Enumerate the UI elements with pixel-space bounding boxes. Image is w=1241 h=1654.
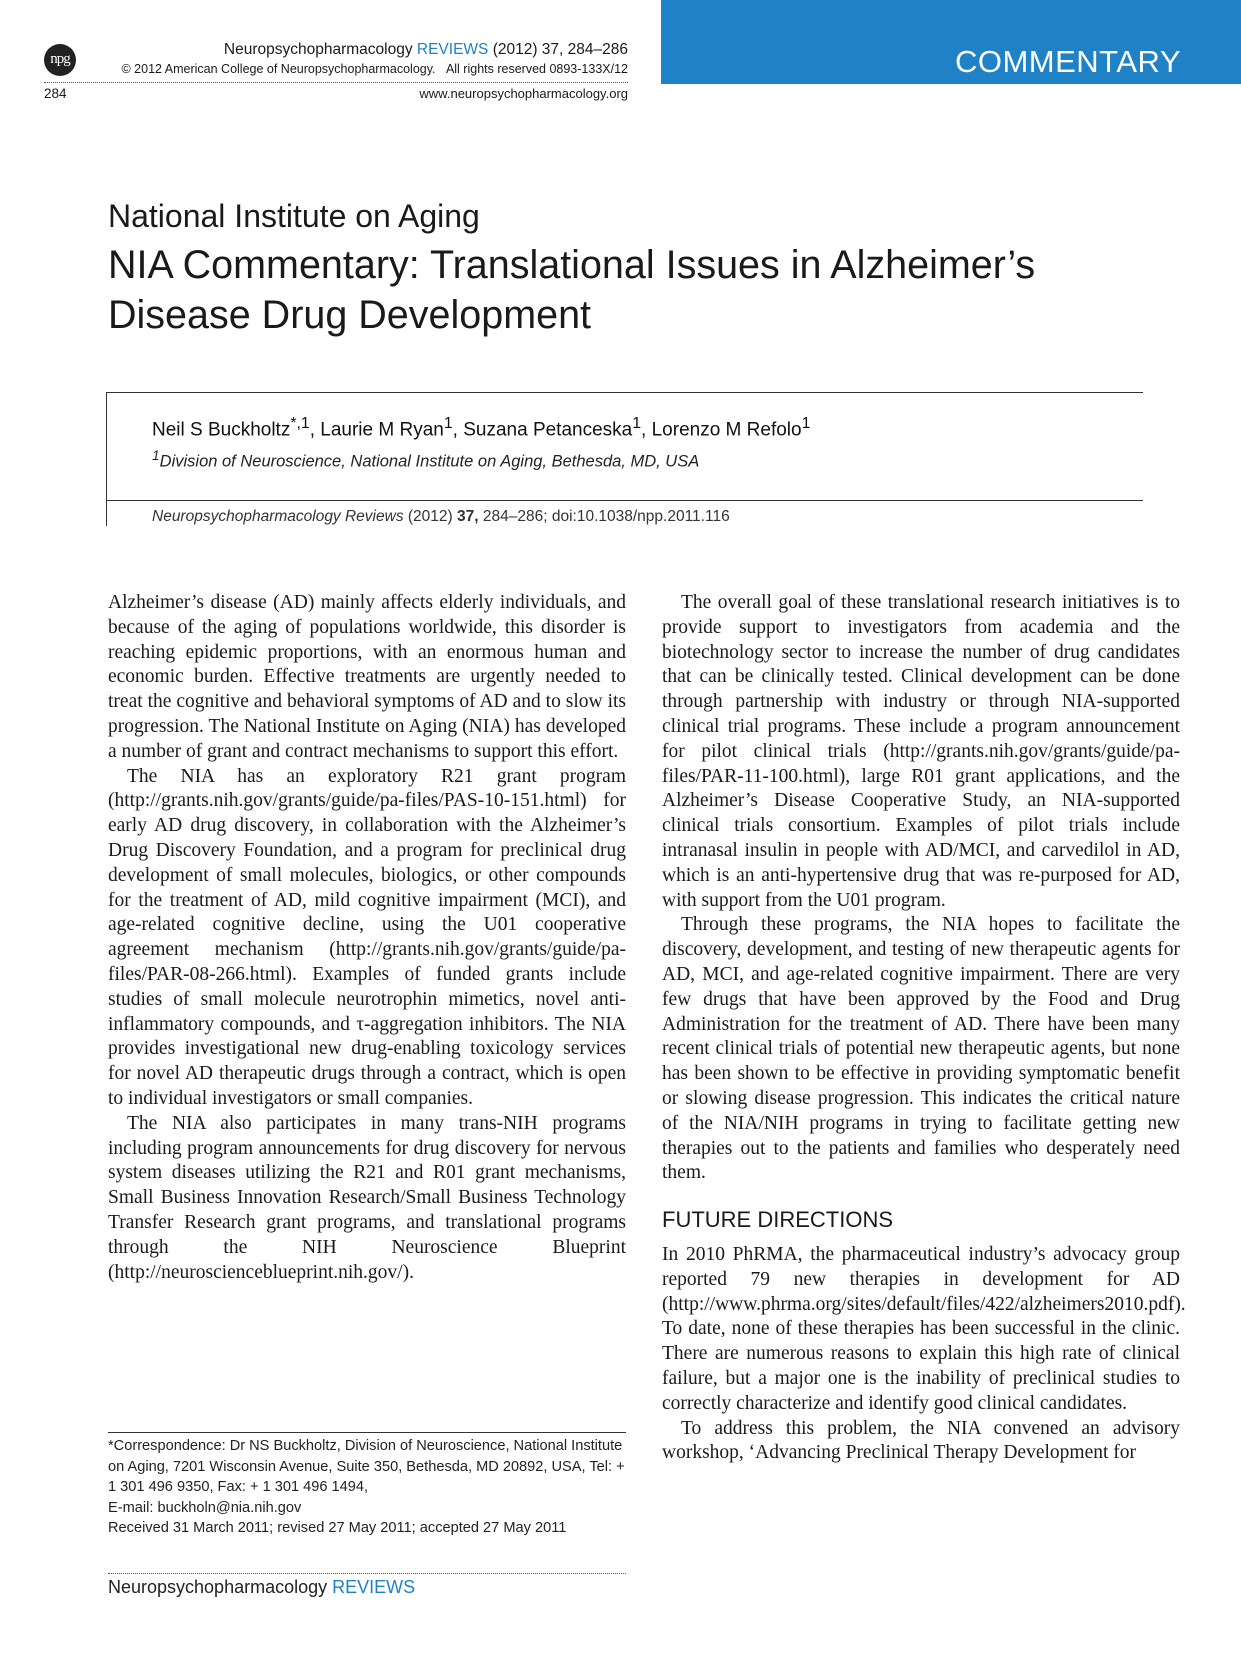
body-paragraph: Alzheimer’s disease (AD) mainly affects elderly individuals, and because of the aging of populations worldwide, this disorder is reaching epidemic proportions, with an enormous human and economic burden. Effective treatments are urgently needed to treat the cognitive and behavioral symptoms of AD and to slow its progression. The National Institute on Aging (NIA) has developed a number of grant and contract mechanisms to support this effort. <box>108 592 626 762</box>
npg-logo: npg <box>44 44 76 76</box>
body-paragraph: Through these programs, the NIA hopes to facilitate the discovery, development, and testing of new therapeutic agents for AD, MCI, and age-related cognitive impairment. There are very few drugs that have been approved by the Food and Drug Administration for the treatment of AD. There have been many recent clinical trials of potential new therapeutic agents, but none has been shown to be effective in providing symptomatic benefit or slowing disease progression. This indicates the critical nature of the NIA/NIH programs in trying to facilitate getting new therapies out to the patients and families who desperately need them. <box>662 914 1180 1184</box>
header-divider <box>44 82 628 83</box>
affiliation-sup: 1 <box>152 448 160 463</box>
page-number: 284 <box>44 86 67 101</box>
commentary-banner <box>661 0 1241 84</box>
author-sep: , <box>641 419 652 441</box>
author-sup: *,1 <box>290 415 310 432</box>
footnote-email: E-mail: buckholn@nia.nih.gov <box>108 1499 302 1516</box>
author-name: Lorenzo M Refolo <box>651 419 802 441</box>
footer-journal <box>108 1577 415 1598</box>
author-name: Neil S Buckholtz <box>152 419 291 441</box>
footer-journal-reviews: REVIEWS <box>332 1577 416 1597</box>
body-paragraph: To address this problem, the NIA convened an advisory workshop, ‘Advancing Preclinical Therapy Development for <box>662 1417 1180 1464</box>
header-rights: All rights reserved 0893-133X/12 <box>445 62 628 76</box>
author-sep: , <box>309 419 321 441</box>
banner-label: COMMENTARY <box>954 44 1181 79</box>
header-copyright-line <box>80 62 628 76</box>
footer-journal-name: Neuropsychopharmacology <box>108 1577 328 1597</box>
section-heading-future-directions: FUTURE DIRECTIONS <box>662 1207 893 1233</box>
affiliation <box>152 448 699 472</box>
header-journal-reviews: REVIEWS <box>416 41 489 58</box>
author-sep: , <box>452 419 464 441</box>
author-sup: 1 <box>801 415 811 432</box>
footnote-correspondence: *Correspondence: Dr NS Buckholtz, Division of Neuroscience, National Institute on Aging, 7201 Wisconsin Avenue, Suite 350, Bethesda, MD 20892, USA, Tel: + 1 301 496 9350, Fax: + 1 301 496 1494, <box>108 1438 625 1495</box>
citation-volume: 37, <box>457 508 479 525</box>
author-box-left-rule <box>106 392 107 526</box>
author-sup: 1 <box>632 415 642 432</box>
author-list <box>152 415 810 441</box>
author-name: Laurie M Ryan <box>320 419 444 441</box>
citation-pages: 284–286; doi: <box>482 508 577 525</box>
header-copyright: © 2012 American College of Neuropsychopharmacology. <box>121 62 436 76</box>
author-box-top-rule <box>106 392 1143 393</box>
article-title: NIA Commentary: Translational Issues in Alzheimer’s Disease Drug Development <box>108 243 1036 337</box>
doi-link[interactable]: 10.1038/npp.2011.116 <box>576 508 730 525</box>
affiliation-text: Division of Neuroscience, National Institute on Aging, Bethesda, MD, USA <box>159 452 700 471</box>
body-paragraph: The NIA also participates in many trans-NIH programs including program announcements for drug discovery for nervous system diseases utilizing the R21 and R01 grant mechanisms, Small Business Innovation Research/Small Business Technology Transfer Research grant programs, and translational programs through the NIH Neuroscience Blueprint (http://neuroscienceblueprint.nih.gov/). <box>108 1112 626 1283</box>
article-citation <box>152 508 730 526</box>
citation-journal: Neuropsychopharmacology Reviews <box>152 508 404 525</box>
correspondence-footnote <box>108 1436 628 1539</box>
footnote-rule <box>108 1432 626 1433</box>
header-journal-name: Neuropsychopharmacology <box>223 41 413 58</box>
body-paragraph: The NIA has an exploratory R21 grant program (http://grants.nih.gov/grants/guide/pa-files/PAS-10-151.html) for early AD drug discovery, in collaboration with the Alzheimer’s Drug Discovery Foundation, and a program for preclinical drug development of small molecules, biologics, or other compounds for the treatment of AD, mild cognitive impairment (MCI), and age-related cognitive decline, using the U01 cooperative agreement mechanism (http://grants.nih.gov/grants/guide/pa-files/PAR-08-266.html). Examples of funded grants include studies of small molecule neurotrophin mimetics, novel anti-inflammatory compounds, and τ-aggregation inhibitors. The NIA provides investigational new drug-enabling toxicology services for novel AD therapeutic drugs through a contract, which is open to individual investigators or small companies. <box>108 765 626 1109</box>
body-paragraph: In 2010 PhRMA, the pharmaceutical industry’s advocacy group reported 79 new therapies in development for AD (http://www.phrma.org/sites/default/files/422/alzheimers2010.pdf). To date, none of these therapies has been successful in the clinic. There are numerous reasons to explain this high rate of clinical failure, but a major one is the inability of preclinical studies to correctly characterize and identify good clinical candidates. <box>662 1243 1186 1414</box>
header-journal-line <box>110 41 628 59</box>
body-paragraph: The overall goal of these translational research initiatives is to provide support to investigators from academia and the biotechnology sector to increase the number of drug candidates that can be clinically tested. Clinical development can be done through partnership with industry or through NIA-supported clinical trial programs. These include a program announcement for pilot clinical trials (http://grants.nih.gov/grants/guide/pa-files/PAR-11-100.html), large R01 grant applications, and the Alzheimer’s Disease Cooperative Study, an NIA-supported clinical trials consortium. Examples of pilot trials include intranasal insulin in people with AD/MCI, and carvedilol in AD, which is an anti-hypertensive drug that was re-purposed for AD, with support from the U01 program. <box>662 592 1180 911</box>
citation-year: (2012) <box>407 508 453 525</box>
body-right-column <box>662 591 1186 1466</box>
footer-divider <box>108 1573 626 1574</box>
journal-url-link[interactable]: www.neuropsychopharmacology.org <box>419 86 628 101</box>
author-name: Suzana Petanceska <box>463 419 633 441</box>
header-citation: (2012) 37, 284–286 <box>492 41 628 58</box>
body-left-column <box>108 591 626 1285</box>
footnote-received: Received 31 March 2011; revised 27 May 2011; accepted 27 May 2011 <box>108 1520 567 1536</box>
author-sup: 1 <box>443 415 453 432</box>
author-box-mid-rule <box>106 500 1143 501</box>
article-kicker: National Institute on Aging <box>108 198 480 234</box>
